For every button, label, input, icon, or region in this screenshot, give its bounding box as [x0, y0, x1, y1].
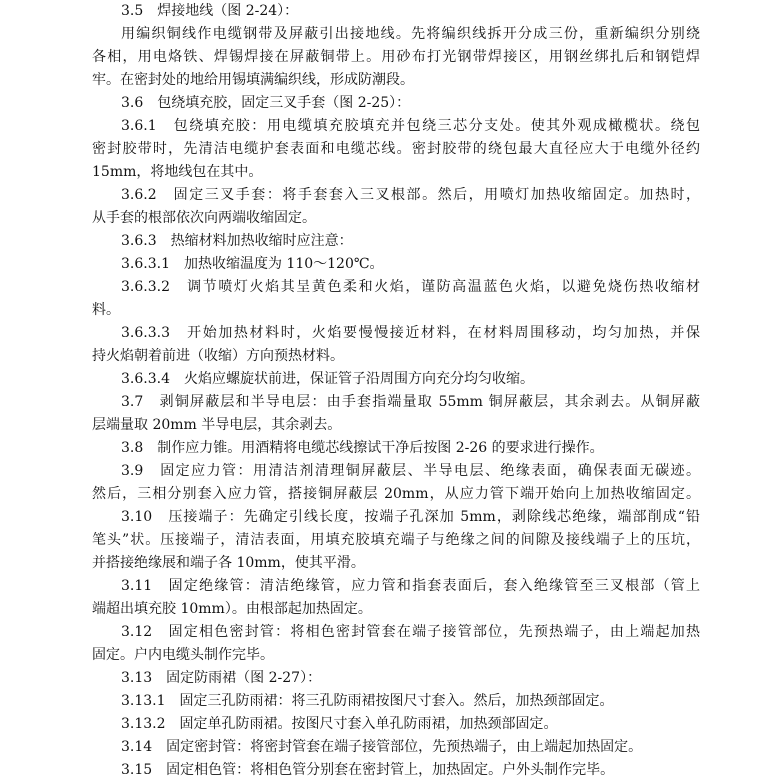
- text-line: 3.15 固定相色管：将相色管分别套在密封管上，加热固定。户外头制作完毕。: [121, 762, 615, 778]
- text-line: 从手套的根部依次向两端收缩固定。: [92, 210, 316, 226]
- text-line: 3.12 固定相色密封管：将相色密封管套在端子接管部位，先预热端子，由上端起加热: [121, 624, 700, 640]
- text-line: 3.9 固定应力管：用清洁剂清理铜屏蔽层、半导电层、绝缘表面，确保表面无碳迹。: [121, 463, 700, 479]
- text-line: 3.5 焊接地线（图 2-24）：: [121, 3, 299, 19]
- text-line: 牢。在密封处的地给用锡填满编织线，形成防潮段。: [92, 72, 414, 88]
- text-line: 料。: [92, 302, 120, 318]
- text-line: 3.6.3 热缩材料加热收缩时应注意：: [121, 233, 353, 249]
- text-line: 用编织铜线作电缆钢带及屏蔽引出接地线。先将编织线拆开分成三份，重新编织分别绕: [121, 26, 700, 42]
- text-line: 端超出填充胶 10mm）。由根部起加热固定。: [92, 601, 372, 617]
- text-line: 固定。户内电缆头制作完毕。: [92, 647, 274, 663]
- text-line: 3.7 剥铜屏蔽层和半导电层：由手套指端量取 55mm 铜屏蔽层，其余剥去。从铜屏蔽: [121, 394, 700, 410]
- text-line: 3.6.3.1 加热收缩温度为 110～120℃。: [121, 256, 384, 272]
- text-line: 15mm，将地线包在其中。: [92, 164, 263, 180]
- text-line: 3.6.1 包绕填充胶：用电缆填充胶填充并包绕三芯分支处。使其外观成橄榄状。绕包: [121, 118, 700, 134]
- text-line: 3.11 固定绝缘管：清洁绝缘管，应力管和指套表面后，套入绝缘管至三叉根部（管上: [121, 578, 700, 594]
- text-line: 3.6.3.4 火焰应螺旋状前进，保证管子沿周围方向充分均匀收缩。: [121, 371, 534, 387]
- text-line: 笔头”状。压接端子，清洁表面，用填充胶填充端子与绝缘之间的间隙及接线端子上的压坑，: [92, 532, 700, 548]
- text-line: 3.6.3.3 开始加热材料时，火焰要慢慢接近材料，在材料周围移动，均匀加热，并保: [121, 325, 700, 341]
- text-line: 并搭接绝缘展和端子各 10mm，使其平滑。: [92, 555, 365, 571]
- text-line: 持火焰朝着前进（收缩）方向预热材料。: [92, 348, 344, 364]
- text-line: 3.10 压接端子：先确定引线长度，按端子孔深加 5mm，剥除线芯绝缘，端部削成“铅: [121, 509, 700, 525]
- text-line: 3.8 制作应力锥。用酒精将电缆芯线擦试干净后按图 2-26 的要求进行操作。: [121, 440, 604, 456]
- text-line: 3.13 固定防雨裙（图 2-27）：: [121, 670, 322, 686]
- text-line: 各相，用电烙铁、焊锡焊接在屏蔽铜带上。用砂布打光钢带焊接区，用钢丝绑扎后和钢铠焊: [92, 49, 700, 65]
- text-line: 3.6.3.2 调节喷灯火焰其呈黄色柔和火焰，谨防高温蓝色火焰，以避免烧伤热收缩材: [121, 279, 700, 295]
- text-line: 然后，三相分别套入应力管，搭接铜屏蔽层 20mm，从应力管下端开始向上加热收缩固定。: [92, 486, 700, 502]
- text-line: 密封胶带时，先清洁电缆护套表面和电缆芯线。密封胶带的绕包最大直径应大于电缆外径约: [92, 141, 700, 157]
- text-line: 层端量取 20mm 半导电层，其余剥去。: [92, 417, 342, 433]
- text-line: 3.6.2 固定三叉手套：将手套套入三叉根部。然后，用喷灯加热收缩固定。加热时，: [121, 187, 700, 203]
- text-line: 3.13.1 固定三孔防雨裙：将三孔防雨裙按图尺寸套入。然后，加热颈部固定。: [121, 693, 614, 709]
- text-line: 3.6 包绕填充胶，固定三叉手套（图 2-25）：: [121, 95, 411, 111]
- text-line: 3.14 固定密封管：将密封管套在端子接管部位，先预热端子，由上端起加热固定。: [121, 739, 643, 755]
- text-line: 3.13.2 固定单孔防雨裙。按图尺寸套入单孔防雨裙，加热颈部固定。: [121, 716, 558, 732]
